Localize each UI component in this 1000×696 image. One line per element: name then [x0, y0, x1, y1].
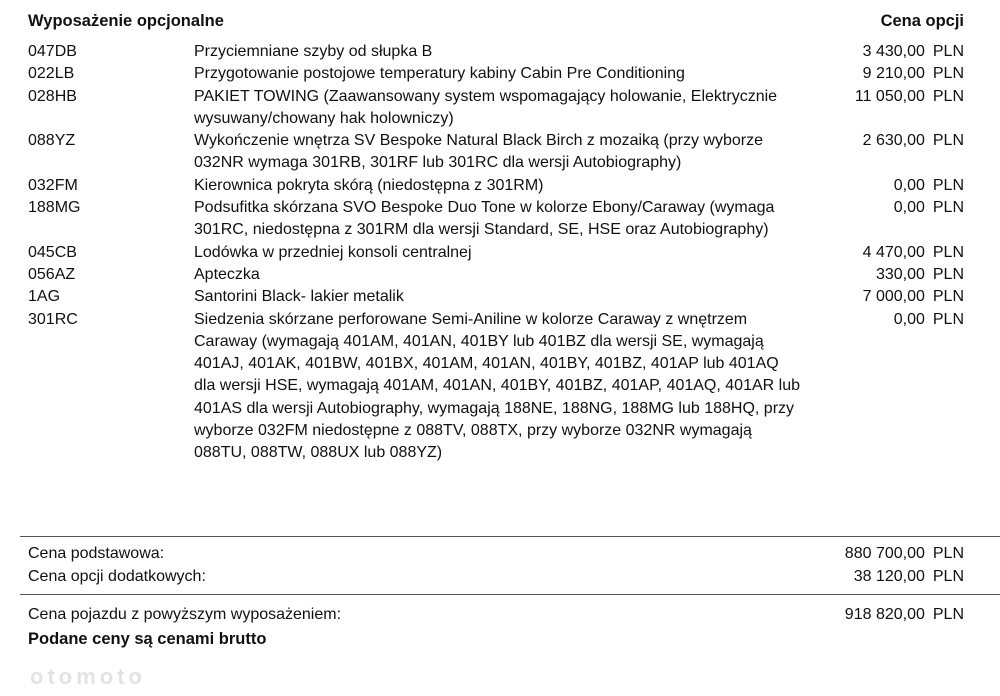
extra-options-price-amount: 38 120,00: [853, 568, 925, 585]
option-description: Siedzenia skórzane perforowane Semi-Aniline w kolorze Caraway z wnętrzem Caraway (wymagają 401AM, 401AN, 401BY lub 401BZ dla wersji SE, wymagają 401AJ, 401AK, 401BW, 401BX, 401AM, 401AN, 401BY, 401BZ, 401AP lub 401AQ dla wersji HSE, wymagają 401AM, 401AN, 401BY, 401BZ, 401AP, 401AQ, 401AR lub 401AS dla wersji Autobiography, wymagają 188NE, 188NG, 188MG lub 188HQ, przy wyborze 032FM niedostępne z 088TV, 088TX, przy wyborze 032NR wymagają 088TU, 088TW, 088UX lub 088YZ): [194, 310, 800, 462]
option-price-currency: PLN: [932, 176, 964, 194]
option-row: [28, 41, 964, 63]
otomoto-watermark: otomoto: [30, 664, 146, 689]
option-price-currency: PLN: [932, 243, 964, 261]
option-price-value: 330,00: [875, 265, 925, 283]
option-price: [804, 86, 964, 131]
base-price-label: Cena podstawowa:: [28, 545, 165, 562]
option-row: [28, 264, 964, 286]
option-price: [804, 130, 964, 175]
option-code: 1AG: [28, 288, 61, 306]
option-price-currency: PLN: [932, 65, 964, 83]
option-price-currency: PLN: [932, 199, 964, 217]
option-price: [804, 197, 964, 242]
option-price-currency: PLN: [932, 43, 964, 60]
option-description: Wykończenie wnętrza SV Bespoke Natural Black Birch z mozaiką (przy wyborze 032NR wymaga 301RB, 301RF lub 301RC dla wersji Autobiography): [194, 132, 763, 172]
option-price: [804, 242, 964, 264]
price-column-header: Cena opcji: [880, 12, 964, 30]
option-row: [28, 242, 964, 264]
option-row: [28, 63, 964, 85]
option-row: [28, 130, 964, 175]
options-header: [28, 12, 964, 34]
option-price: [804, 264, 964, 286]
option-description: Przyciemniane szyby od słupka B: [194, 43, 433, 60]
extra-options-price-currency: PLN: [932, 568, 964, 585]
total-price-amount: 918 820,00: [844, 606, 925, 623]
option-price-value: 3 430,00: [862, 43, 925, 60]
option-description: Lodówka w przedniej konsoli centralnej: [194, 243, 472, 261]
option-price: [804, 175, 964, 197]
base-price-row: [28, 543, 964, 565]
option-row: [28, 175, 964, 197]
option-price: [804, 63, 964, 85]
option-code: 032FM: [28, 176, 78, 194]
option-price-currency: PLN: [932, 288, 964, 306]
option-code: 028HB: [28, 87, 77, 105]
extra-options-price-row: [28, 566, 964, 588]
option-row: [28, 86, 964, 131]
summary-divider: [20, 536, 1000, 537]
option-price-value: 0,00: [893, 310, 925, 328]
gross-prices-note: Podane ceny są cenami brutto: [28, 630, 267, 648]
total-price-value: [845, 604, 964, 626]
option-row: [28, 309, 964, 465]
extra-options-price-label: Cena opcji dodatkowych:: [28, 568, 206, 585]
option-code: 301RC: [28, 310, 78, 328]
option-description: PAKIET TOWING (Zaawansowany system wspomagający holowanie, Elektrycznie wysuwany/chowany hak holowniczy): [194, 87, 778, 127]
base-price-value: [845, 543, 964, 565]
option-code: 088YZ: [28, 132, 76, 150]
option-price-currency: PLN: [932, 87, 964, 105]
option-description: Apteczka: [194, 265, 260, 283]
option-row: [28, 286, 964, 308]
option-row: [28, 197, 964, 242]
option-price-value: 7 000,00: [862, 288, 925, 306]
option-code: 047DB: [28, 43, 77, 60]
option-price-value: 11 050,00: [854, 87, 925, 105]
total-price-currency: PLN: [932, 606, 964, 623]
option-description: Santorini Black- lakier metalik: [194, 288, 404, 306]
option-price: [804, 41, 964, 63]
total-divider: [20, 594, 1000, 595]
options-list: [28, 41, 964, 465]
option-price-currency: PLN: [932, 132, 964, 150]
total-price-label: Cena pojazdu z powyższym wyposażeniem:: [28, 606, 342, 623]
base-price-currency: PLN: [932, 545, 964, 562]
options-section-title: Wyposażenie opcjonalne: [28, 12, 224, 30]
option-price-value: 0,00: [893, 176, 925, 194]
option-price-value: 2 630,00: [862, 132, 925, 150]
base-price-amount: 880 700,00: [844, 545, 925, 562]
option-code: 045CB: [28, 243, 77, 261]
option-code: 056AZ: [28, 265, 76, 283]
option-price: [804, 309, 964, 465]
option-price: [804, 286, 964, 308]
option-price-currency: PLN: [932, 265, 964, 283]
extra-options-price-value: [854, 566, 964, 588]
option-description: Podsufitka skórzana SVO Bespoke Duo Tone w kolorze Ebony/Caraway (wymaga 301RC, niedostępna z 301RM dla wersji Standard, SE, HSE oraz Autobiography): [194, 199, 775, 239]
option-price-value: 9 210,00: [862, 65, 925, 83]
total-price-row: [28, 604, 964, 626]
option-description: Przygotowanie postojowe temperatury kabiny Cabin Pre Conditioning: [194, 65, 685, 83]
option-code: 022LB: [28, 65, 75, 83]
option-code: 188MG: [28, 199, 81, 217]
option-price-value: 0,00: [893, 199, 925, 217]
option-price-value: 4 470,00: [862, 243, 925, 261]
option-description: Kierownica pokryta skórą (niedostępna z 301RM): [194, 176, 544, 194]
option-price-currency: PLN: [932, 310, 964, 328]
